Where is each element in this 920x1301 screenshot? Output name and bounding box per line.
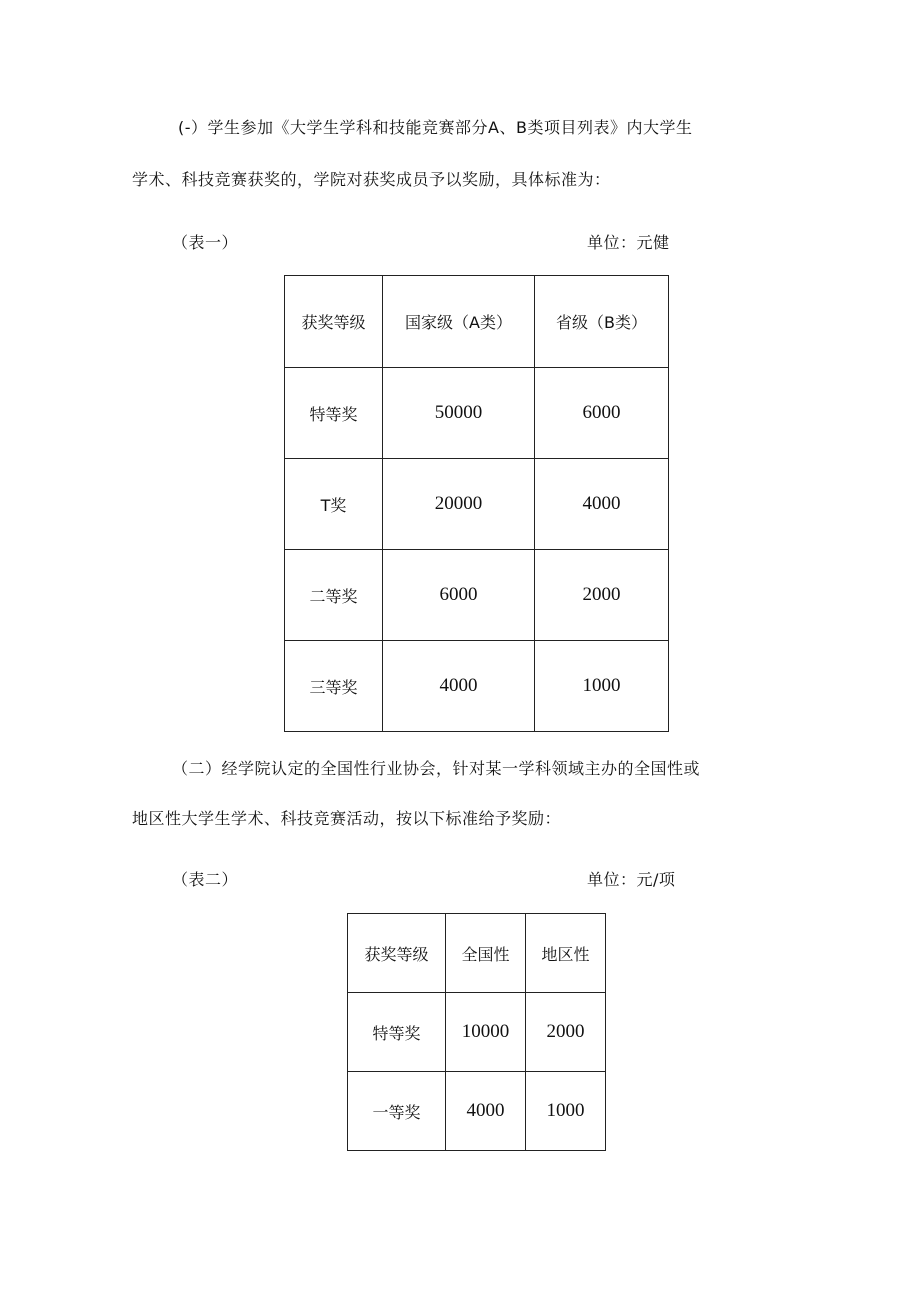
award-level-cell: T奖 (285, 459, 383, 550)
award-level-cell: 特等奖 (348, 993, 446, 1072)
section1-line2: 学术、科技竞赛获奖的，学院对获奖成员予以奖励，具体标准为： (132, 170, 611, 189)
table-row (285, 459, 669, 550)
table1-unit: 单位：元健 (587, 233, 670, 252)
table-header-row (348, 914, 606, 993)
table-row (348, 1072, 606, 1151)
header-cell: 地区性 (526, 914, 606, 993)
amount-cell: 50000 (383, 368, 535, 459)
amount-cell: 4000 (535, 459, 669, 550)
award-level-cell: 二等奖 (285, 550, 383, 641)
award-level-cell: 一等奖 (348, 1072, 446, 1151)
table1-label: （表一） (172, 233, 239, 252)
amount-cell: 1000 (535, 641, 669, 732)
header-cell: 获奖等级 (348, 914, 446, 993)
header-cell: 获奖等级 (285, 276, 383, 368)
amount-cell: 6000 (383, 550, 535, 641)
header-cell: 省级（B类） (535, 276, 669, 368)
table2-unit: 单位：元/项 (587, 870, 676, 889)
amount-cell: 4000 (446, 1072, 526, 1151)
amount-cell: 10000 (446, 993, 526, 1072)
amount-cell: 6000 (535, 368, 669, 459)
award-level-cell: 三等奖 (285, 641, 383, 732)
award-level-cell: 特等奖 (285, 368, 383, 459)
amount-cell: 1000 (526, 1072, 606, 1151)
table-header-row (285, 276, 669, 368)
header-cell: 国家级（A类） (383, 276, 535, 368)
table-row (348, 993, 606, 1072)
award-table-2 (347, 913, 606, 1151)
amount-cell: 4000 (383, 641, 535, 732)
table2-label: （表二） (172, 870, 239, 889)
table-row (285, 641, 669, 732)
section2-line2: 地区性大学生学术、科技竞赛活动，按以下标准给予奖励： (132, 809, 562, 828)
amount-cell: 2000 (535, 550, 669, 641)
table-row (285, 550, 669, 641)
table-row (285, 368, 669, 459)
header-cell: 全国性 (446, 914, 526, 993)
section2-line1: （二）经学院认定的全国性行业协会，针对某一学科领域主办的全国性或 (172, 759, 701, 778)
amount-cell: 2000 (526, 993, 606, 1072)
award-table-1 (284, 275, 669, 732)
section1-line1: (-）学生参加《大学生学科和技能竞赛部分A、B类项目列表》内大学生 (178, 118, 693, 137)
amount-cell: 20000 (383, 459, 535, 550)
